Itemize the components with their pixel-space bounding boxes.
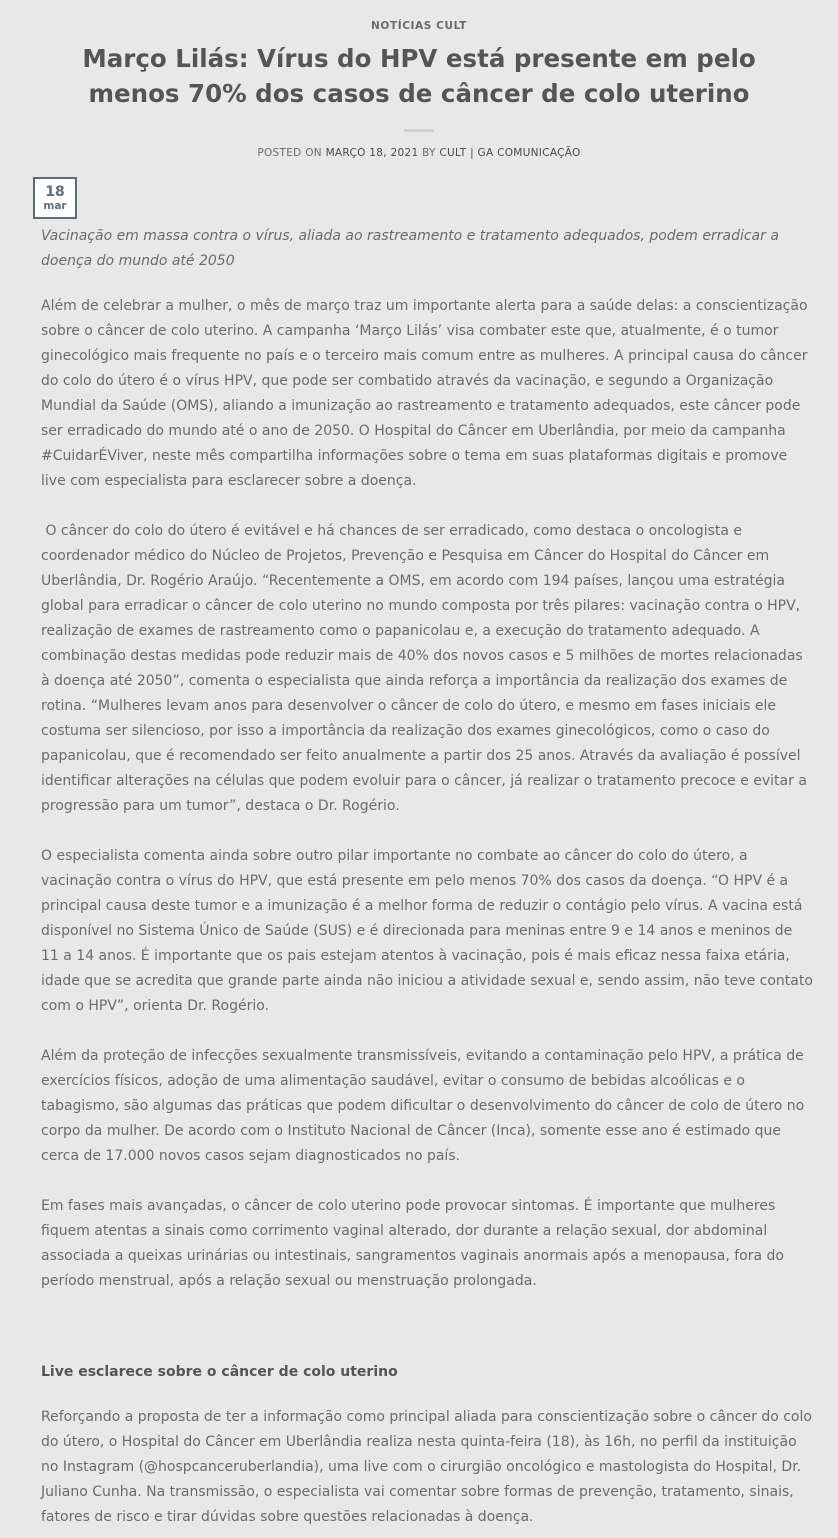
article-title: Março Lilás: Vírus do HPV está presente em pelo menos 70% dos casos de câncer de colo uterino [82, 44, 756, 108]
article-lead: Vacinação em massa contra o vírus, aliada ao rastreamento e tratamento adequados, podem erradicar a doença do mundo até 2050 [41, 228, 779, 269]
article-header [0, 0, 838, 159]
meta-prefix: POSTED ON [257, 147, 326, 159]
date-badge [33, 177, 77, 219]
paragraph-1: Além de celebrar a mulher, o mês de março traz um importante alerta para a saúde delas: a conscientização sobre o câncer de colo uterino. A campanha ‘Março Lilás’ visa combater este que, atualmente, é o tumor ginecológico mais frequente no país e o terceiro mais comum entre as mulheres. A principal causa do câncer do colo do útero é o vírus HPV, que pode ser combatido através da vacinação, e segundo a Organização Mundial da Saúde (OMS), aliando a imunização ao rastreamento e tratamento adequados, este câncer pode ser erradicado do mundo até o ano de 2050. O Hospital do Câncer em Uberlândia, por meio da campanha #CuidarÉViver, neste mês compartilha informações sobre o tema em suas plataformas digitais e promove live com especialista para esclarecer sobre a doença. [41, 298, 808, 489]
category-link[interactable]: NOTÍCIAS CULT [371, 20, 467, 32]
title-divider [404, 129, 434, 132]
paragraph-2: O câncer do colo do útero é evitável e há chances de ser erradicado, como destaca o oncologista e coordenador médico do Núcleo de Projetos, Prevenção e Pesquisa em Câncer do Hospital do Câncer em Uberlândia, Dr. Rogério Araújo. “Recentemente a OMS, em acordo com 194 países, lançou uma estratégia global para erradicar o câncer de colo uterino no mundo composta por três pilares: vacinação contra o HPV, realização de exames de rastreamento como o papanicolau e, a execução do tratamento adequado. A combinação destas medidas pode reduzir mais de 40% dos novos casos e 5 milhões de mortes relacionadas à doença até 2050”, comenta o especialista que ainda reforça a importância da realização dos exames de rotina. “Mulheres levam anos para desenvolver o câncer de colo do útero, e mesmo em fases iniciais ele costuma ser silencioso, por isso a importância da realização dos exames ginecológicos, como o caso do papanicolau, que é recomendado ser feito anualmente a partir dos 25 anos. Através da avaliação é possível identificar alterações na células que podem evoluir para o câncer, já realizar o tratamento precoce e evitar a progressão para um tumor”, destaca o Dr. Rogério. [41, 523, 812, 814]
article-body [41, 224, 813, 1530]
author-link[interactable]: CULT | GA COMUNICAÇÃO [439, 147, 581, 159]
section-heading: Live esclarece sobre o câncer de colo uterino [41, 1364, 398, 1380]
paragraph-6: Reforçando a proposta de ter a informação como principal aliada para conscientização sobre o câncer do colo do útero, o Hospital do Câncer em Uberlândia realiza nesta quinta-feira (18), às 16h, no perfil da instituição no Instagram (@hospcanceruberlandia), uma live com o cirurgião oncológico e mastologista do Hospital, Dr. Juliano Cunha. Na transmissão, o especialista vai comentar sobre formas de prevenção, tratamento, sinais, fatores de risco e tirar dúvidas sobre questões relacionadas à doença. [41, 1409, 812, 1525]
date-badge-month: mar [43, 200, 67, 212]
paragraph-5: Em fases mais avançadas, o câncer de colo uterino pode provocar sintomas. É importante que mulheres fiquem atentas a sinais como corrimento vaginal alterado, dor durante a relação sexual, dor abdominal associada a queixas urinárias ou intestinais, sangramentos vaginais anormais após a menopausa, fora do período menstrual, após a relação sexual ou menstruação prolongada. [41, 1198, 784, 1289]
date-badge-day: 18 [45, 184, 65, 200]
meta-by: BY [418, 147, 440, 159]
paragraph-3: O especialista comenta ainda sobre outro pilar importante no combate ao câncer do colo do útero, a vacinação contra o vírus do HPV, que está presente em pelo menos 70% dos casos da doença. “O HPV é a principal causa deste tumor e a imunização é a melhor forma de reduzir o contágio pelo vírus. A vacina está disponível no Sistema Único de Saúde (SUS) e é direcionada para meninas entre 9 e 14 anos e meninos de 11 a 14 anos. É importante que os pais estejam atentos à vacinação, pois é mais eficaz nessa faixa etária, idade que se acredita que grande parte ainda não iniciou a atividade sexual e, sendo assim, não teve contato com o HPV”, orienta Dr. Rogério. [41, 848, 813, 1014]
paragraph-4: Além da proteção de infecções sexualmente transmissíveis, evitando a contaminação pelo HPV, a prática de exercícios físicos, adoção de uma alimentação saudável, evitar o consumo de bebidas alcoólicas e o tabagismo, são algumas das práticas que podem dificultar o desenvolvimento do câncer de colo de útero no corpo da mulher. De acordo com o Instituto Nacional de Câncer (Inca), somente esse ano é estimado que cerca de 17.000 novos casos sejam diagnosticados no país. [41, 1048, 805, 1164]
post-date-link[interactable]: MARÇO 18, 2021 [325, 147, 419, 159]
post-meta [0, 147, 838, 159]
